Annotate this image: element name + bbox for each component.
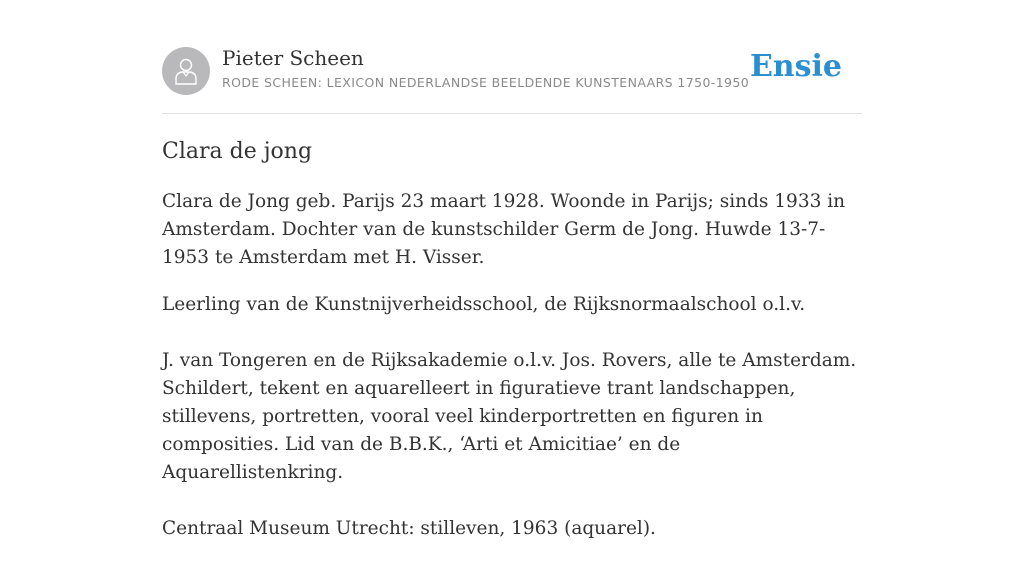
ensie-logo[interactable]: Ensie — [749, 49, 842, 84]
header-divider — [162, 113, 862, 114]
article-body — [162, 138, 862, 562]
source-title[interactable]: RODE SCHEEN: LEXICON NEDERLANDSE BEELDENDE KUNSTENAARS 1750-1950 — [222, 75, 750, 90]
avatar[interactable] — [162, 47, 210, 95]
article-paragraph: J. van Tongeren en de Rijksakademie o.l.v. Jos. Rovers, alle te Amsterdam. Schildert, tekent en aquarelleert in figuratieve trant landschappen, stillevens, portretten, vooral veel kinderportretten en figuren in composities. Lid van de B.B.K., ‘Arti et Amicitiae’ en de Aquarellistenkring. — [162, 350, 857, 483]
author-name[interactable]: Pieter Scheen — [222, 46, 364, 70]
article-title: Clara de jong — [162, 139, 313, 164]
article-paragraph: Clara de Jong geb. Parijs 23 maart 1928. Woonde in Parijs; sinds 1933 in Amsterdam. Dochter van de kunstschilder Germ de Jong. Huwde 13-7-1953 te Amsterdam met H. Visser. — [162, 191, 846, 268]
article-paragraph: Centraal Museum Utrecht: stilleven, 1963 (aquarel). — [162, 518, 656, 539]
user-icon — [174, 57, 198, 85]
author-header — [162, 46, 862, 96]
article-paragraph: Leerling van de Kunstnijverheidsschool, de Rijksnormaalschool o.l.v. — [162, 294, 806, 315]
